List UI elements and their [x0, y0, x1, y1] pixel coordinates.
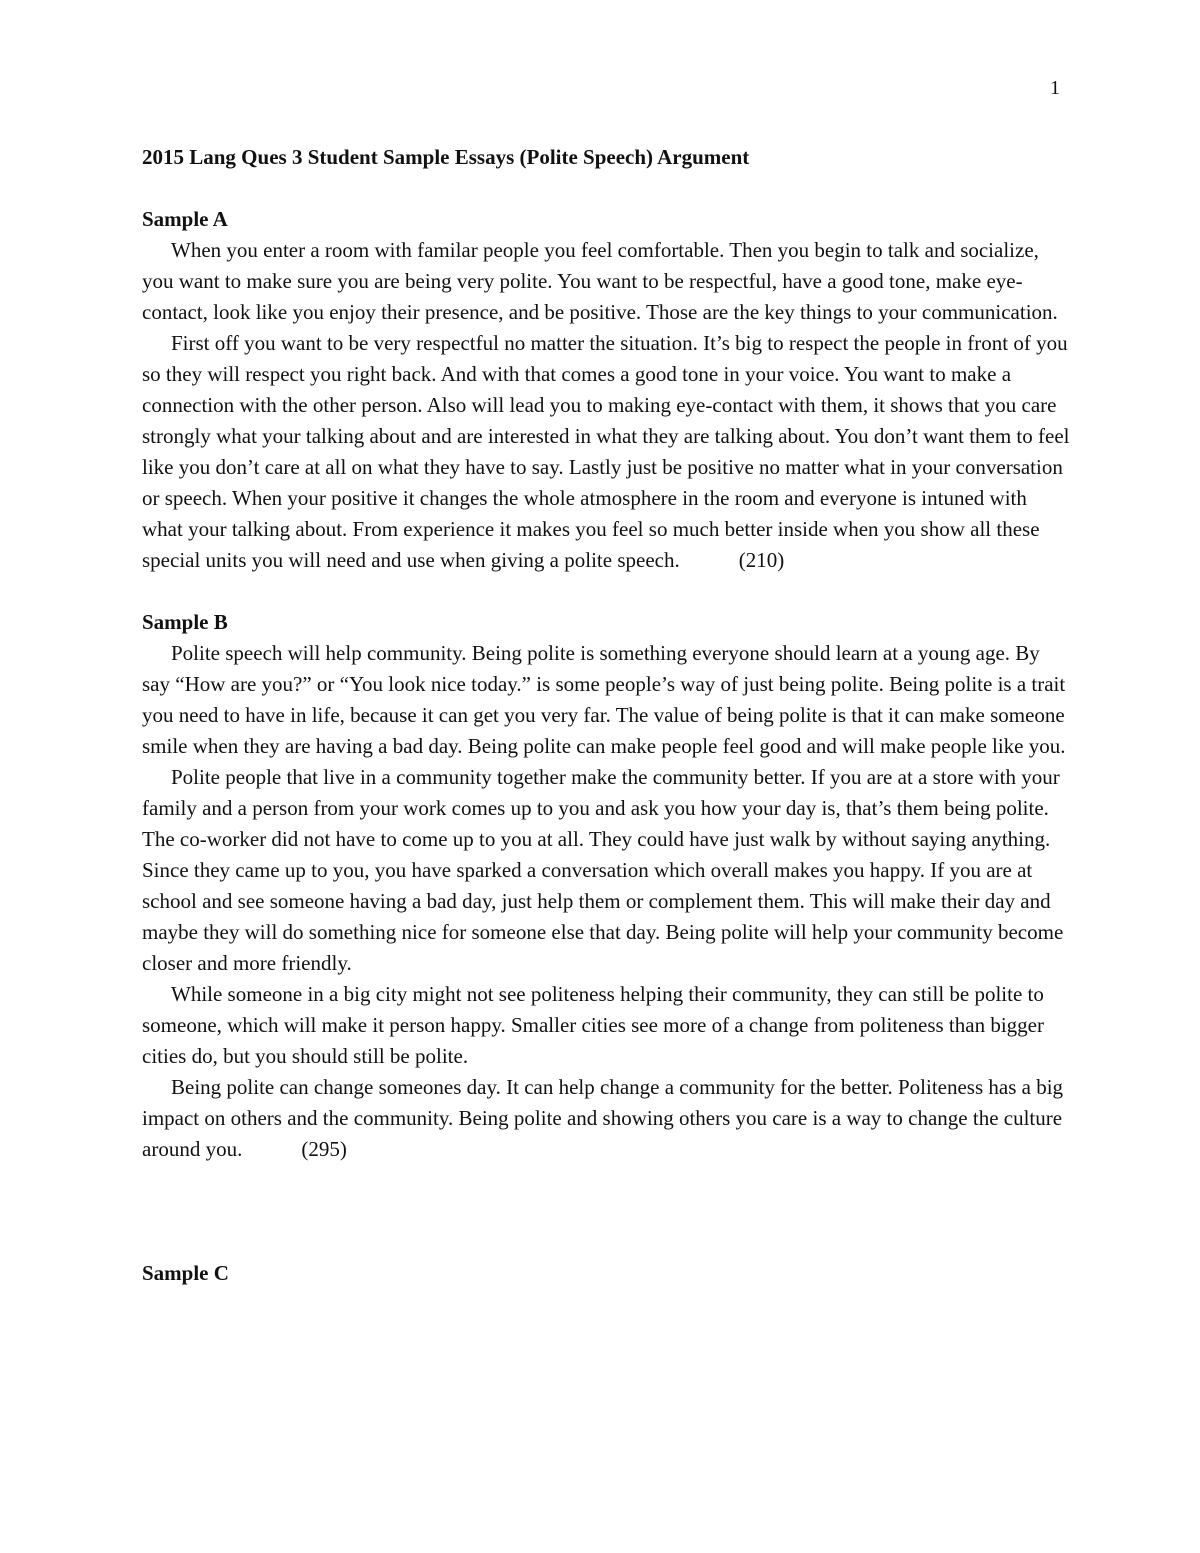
essay-paragraph-text: Being polite can change someones day. It can help change a community for the better. Politeness has a big impact on others and the community. Being polite and showing others you care is a way to change the culture around you. [142, 1075, 1064, 1161]
essay-paragraph [142, 1072, 1072, 1165]
word-count: (210) [738, 548, 785, 572]
essay-paragraph [142, 328, 1072, 576]
page-number: 1 [1050, 77, 1060, 99]
spacer [142, 173, 1072, 204]
sample-a [142, 204, 1072, 576]
sample-heading: Sample A [142, 207, 228, 231]
sample-heading: Sample B [142, 610, 228, 634]
essay-paragraph-text: First off you want to be very respectful no matter the situation. It’s big to respect the people in front of you so they will respect you right back. And with that comes a good tone in your voice. You want to make a connection with the other person. Also will lead you to making eye-contact with them, it shows that you care strongly what your talking about and are interested in what they are talking about. You don’t want them to feel like you don’t care at all on what they have to say. Lastly just be positive no matter what in your conversation or speech. When your positive it changes the whole atmosphere in the room and everyone is intuned with what your talking about. From experience it makes you feel so much better inside when you show all these special units you will need and use when giving a polite speech. [142, 331, 1070, 572]
sample-b [142, 607, 1072, 1165]
document-title: 2015 Lang Ques 3 Student Sample Essays (Polite Speech) Argument [142, 145, 750, 169]
spacer [142, 576, 1072, 607]
essay-paragraph: Polite speech will help community. Being polite is something everyone should learn at a young age. By say “How are you?” or “You look nice today.” is some people’s way of just being polite. Being polite is a trait you need to have in life, because it can get you very far. The value of being polite is that it can make someone smile when they are having a bad day. Being polite can make people feel good and will make people like you. [142, 641, 1066, 758]
sample-c [142, 1258, 1072, 1289]
spacer [142, 1165, 1072, 1258]
essay-paragraph: When you enter a room with familar people you feel comfortable. Then you begin to talk and socialize, you want to make sure you are being very polite. You want to be respectful, have a good tone, make eye-contact, look like you enjoy their presence, and be positive. Those are the key things to your communication. [142, 238, 1058, 324]
word-count: (295) [301, 1137, 347, 1161]
essay-paragraph: Polite people that live in a community together make the community better. If you are at a store with your family and a person from your work comes up to you and ask you how your day is, that’s them being polite. The co-worker did not have to come up to you at all. They could have just walk by without saying anything. Since they came up to you, you have sparked a conversation which overall makes you happy. If you are at school and see someone having a bad day, just help them or complement them. This will make their day and maybe they will do something nice for someone else that day. Being polite will help your community become closer and more friendly. [142, 765, 1064, 975]
document-body [142, 142, 1072, 1289]
sample-heading: Sample C [142, 1261, 229, 1285]
essay-paragraph: While someone in a big city might not see politeness helping their community, they can still be polite to someone, which will make it person happy. Smaller cities see more of a change from politeness than bigger cities do, but you should still be polite. [142, 982, 1044, 1068]
